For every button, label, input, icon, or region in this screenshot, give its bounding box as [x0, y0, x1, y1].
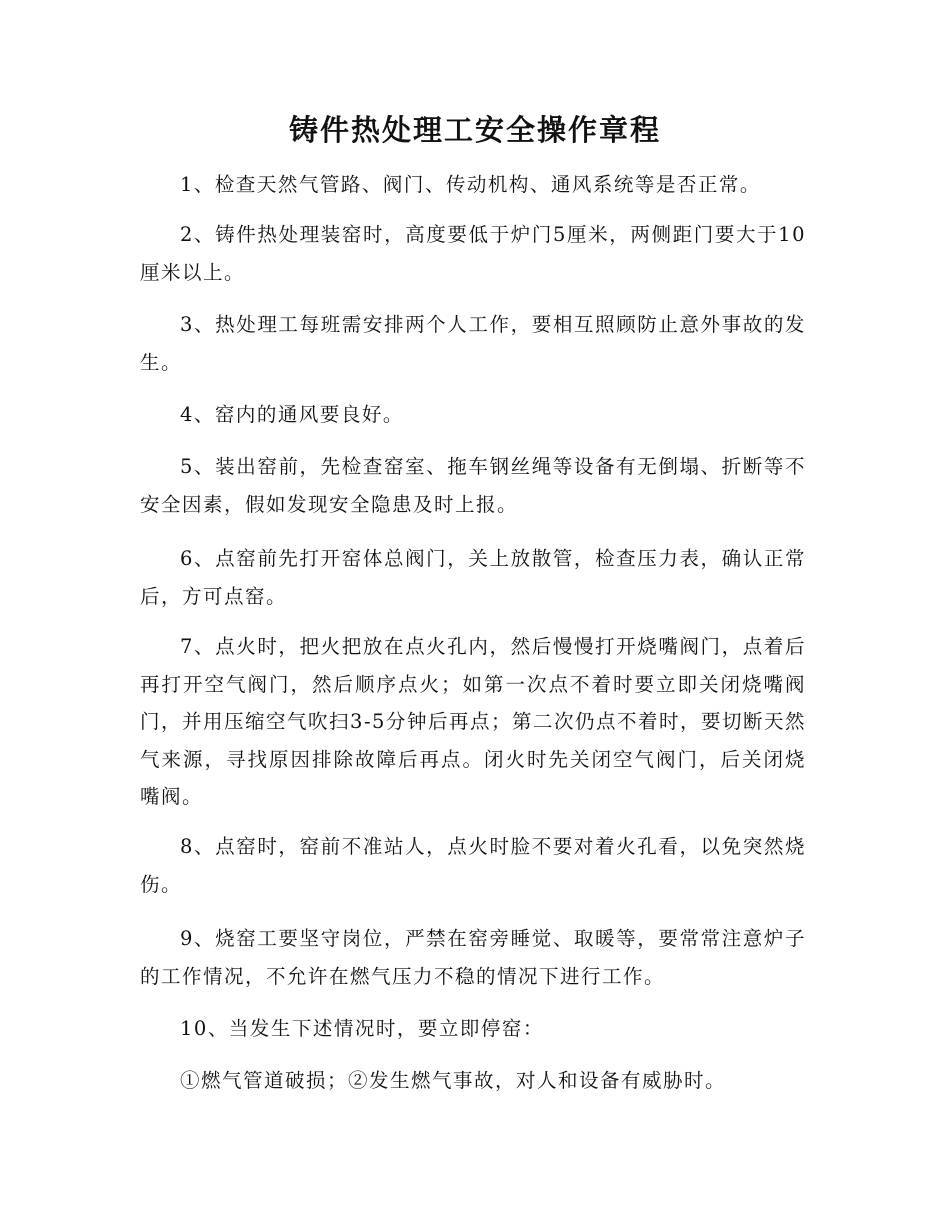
paragraph-11: ①燃气管道破损；②发生燃气事故，对人和设备有威胁时。 — [180, 1069, 727, 1092]
paragraph-8: 8、点窑时，窑前不准站人，点火时脸不要对着火孔看，以免突然烧伤。 — [140, 835, 806, 896]
paragraph-7: 7、点火时，把火把放在点火孔内，然后慢慢打开烧嘴阀门，点着后再打开空气阀门，然后顺序点火；如第一次点不着时要立即关闭烧嘴阀门，并用压缩空气吹扫3-5分钟后再点；第二次仍点不着时，要切断天然气来源，寻找原因排除故障后再点。闭火时先关闭空气阀门，后关闭烧嘴阀。 — [140, 635, 806, 808]
document-title: 铸件热处理工安全操作章程 — [288, 113, 661, 147]
paragraph-4: 4、窑内的通风要良好。 — [180, 403, 404, 426]
paragraph-3: 3、热处理工每班需安排两个人工作，要相互照顾防止意外事故的发生。 — [140, 313, 806, 374]
paragraph-6: 6、点窑前先打开窑体总阀门，关上放散管，检查压力表，确认正常后，方可点窑。 — [140, 547, 806, 608]
paragraph-10: 10、当发生下述情况时，要立即停窑： — [180, 1017, 544, 1040]
paragraph-1: 1、检查天然气管路、阀门、传动机构、通风系统等是否正常。 — [180, 173, 761, 196]
paragraph-2: 2、铸件热处理装窑时，高度要低于炉门5厘米，两侧距门要大于10厘米以上。 — [140, 223, 806, 284]
paragraph-5: 5、装出窑前，先检查窑室、拖车钢丝绳等设备有无倒塌、折断等不安全因素，假如发现安全隐患及时上报。 — [140, 455, 806, 516]
paragraph-9: 9、烧窑工要坚守岗位，严禁在窑旁睡觉、取暖等，要常常注意炉子的工作情况，不允许在燃气压力不稳的情况下进行工作。 — [140, 927, 806, 988]
